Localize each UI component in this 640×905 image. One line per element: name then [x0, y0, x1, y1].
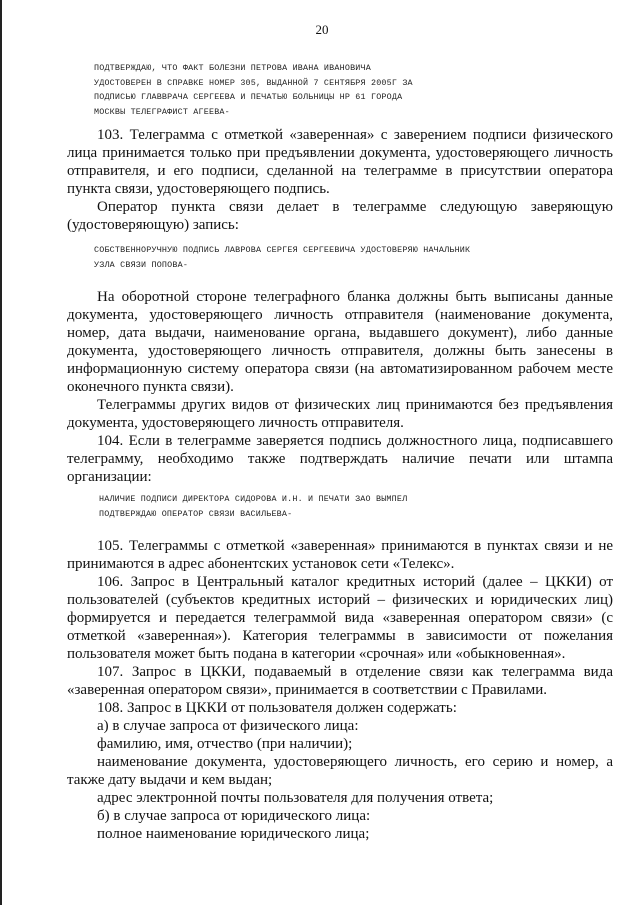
list-item: полное наименование юридического лица;: [97, 826, 370, 842]
list-item: фамилию, имя, отчество (при наличии);: [97, 736, 353, 752]
telegram-line: ПОДТВЕРЖДАЮ, ЧТО ФАКТ БОЛЕЗНИ ПЕТРОВА ИВАНА ИВАНОВИЧА: [94, 63, 371, 73]
page-number: 20: [315, 22, 329, 37]
telegram-line: ПОДТВЕРЖДАЮ ОПЕРАТОР СВЯЗИ ВАСИЛЬЕВА-: [99, 508, 293, 519]
paragraph: 103. Телеграмма с отметкой «заверенная» с заверением подписи физического лица принимается только при предъявлении документа, удостоверяющего личность отправителя, и его подписи, сделанной на телеграмме в присутствии оператора пункта связи, удостоверяющего подпись.: [67, 127, 613, 197]
paragraph: 104. Если в телеграмме заверяется подпись должностного лица, подписавшего телеграмму, необходимо также подтверждать наличие печати или штампа организации:: [67, 433, 613, 485]
telegram-line: СОБСТВЕННОРУЧНУЮ ПОДПИСЬ ЛАВРОВА СЕРГЕЯ СЕРГЕЕВИЧА УДОСТОВЕРЯЮ НАЧАЛЬНИК: [94, 245, 471, 255]
paragraph: 107. Запрос в ЦККИ, подаваемый в отделение связи как телеграмма вида «заверенная оператором связи», принимается в соответствии с Правилами.: [67, 664, 613, 698]
telegram-example-1: [94, 61, 413, 119]
paragraph: 108. Запрос в ЦККИ от пользователя должен содержать:: [97, 700, 457, 716]
list-item: б) в случае запроса от юридического лица:: [97, 808, 371, 824]
list-item: а) в случае запроса от физического лица:: [97, 718, 359, 734]
paragraph: Оператор пункта связи делает в телеграмме следующую заверяющую (удостоверяющую) запись:: [67, 199, 613, 233]
telegram-line: УДОСТОВЕРЕН В СПРАВКЕ НОМЕР 305, ВЫДАННОЙ 7 СЕНТЯБРЯ 2005Г ЗА: [94, 77, 413, 88]
list-item: наименование документа, удостоверяющего личность, его серию и номер, а также дату выдачи и кем выдан;: [67, 754, 613, 788]
section-103-continued: [67, 288, 613, 486]
paragraph: Телеграммы других видов от физических лиц принимаются без предъявления документа, удостоверяющего личность отправителя.: [67, 397, 613, 431]
telegram-line: НАЛИЧИЕ ПОДПИСИ ДИРЕКТОРА СИДОРОВА И.Н. И ПЕЧАТИ ЗАО ВЫМПЕЛ: [99, 494, 408, 504]
telegram-line: ПОДПИСЬЮ ГЛАВВРАЧА СЕРГЕЕВА И ПЕЧАТЬЮ БОЛЬНИЦЫ НР 61 ГОРОДА: [94, 92, 403, 102]
section-103: [67, 126, 613, 234]
telegram-example-2: [94, 243, 470, 272]
paragraph: 105. Телеграммы с отметкой «заверенная» принимаются в пунктах связи и не принимаются в адрес абонентских установок сети «Телекс».: [67, 538, 613, 572]
telegram-line: УЗЛА СВЯЗИ ПОПОВА-: [94, 259, 189, 270]
paragraph: 106. Запрос в Центральный каталог кредитных историй (далее – ЦККИ) от пользователей (субъектов кредитных историй – физических и юридических лиц) формируется и передается телеграммой вида «заверенная оператором связи» (с отметкой «заверенная»). Категория телеграммы в зависимости от пожелания пользователя может быть подана в категории «срочная» или «обыкновенная».: [67, 574, 613, 662]
telegram-line: МОСКВЫ ТЕЛЕГРАФИСТ АГЕЕВА-: [94, 106, 230, 117]
paragraph: На оборотной стороне телеграфного бланка должны быть выписаны данные документа, удостоверяющего личность отправителя (наименование документа, номер, дата выдачи, наименование органа, выдавшего документ), либо данные документа, удостоверяющего личность отправителя, должны быть занесены в информационную систему оператора связи (на автоматизированном рабочем месте оконечного пункта связи).: [67, 289, 613, 395]
list-item: адрес электронной почты пользователя для получения ответа;: [97, 790, 494, 806]
sections-105-108: [67, 537, 613, 843]
telegram-example-3: [99, 492, 407, 521]
